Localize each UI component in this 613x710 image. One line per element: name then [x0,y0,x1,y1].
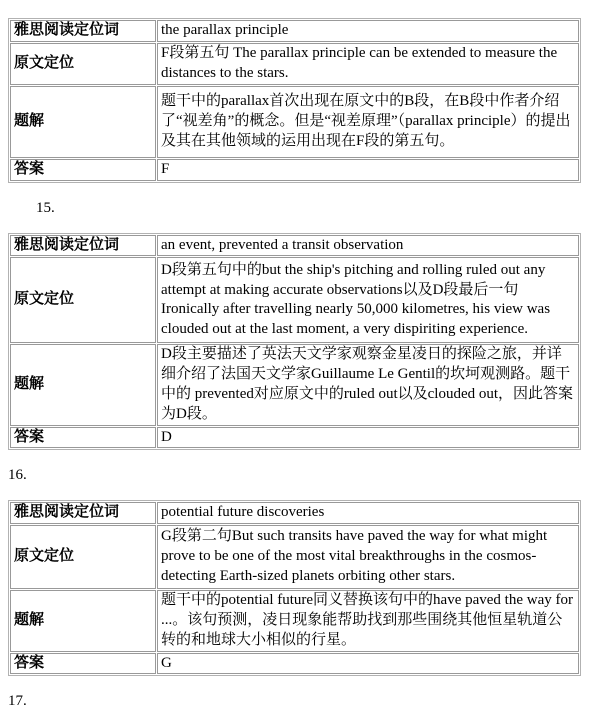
row-label-source-location: 原文定位 [10,257,156,343]
row-label-source-location: 原文定位 [10,43,156,85]
table-row [10,590,579,651]
answer-table-question-15 [8,233,581,451]
table-row [10,653,579,675]
row-value-explanation: D段主要描述了英法天文学家观察金星凌日的探险之旅，并详细介绍了法国天文学家Guillaume Le Gentil的坎坷观测路。题干中的 prevented对应原文中的ruled out以及clouded out，因此答案为D段。 [157,344,579,425]
row-label-answer: 答案 [10,159,156,181]
row-label-answer: 答案 [10,427,156,449]
row-value-locating-words: an event, prevented a transit observation [157,235,579,257]
question-number-15: 15. [36,199,55,216]
table-row [10,427,579,449]
row-label-source-location: 原文定位 [10,525,156,589]
row-value-locating-words: the parallax principle [157,20,579,42]
table-row [10,159,579,181]
question-number-16: 16. [8,467,27,484]
table-row [10,43,579,85]
table-row [10,20,579,42]
row-label-answer: 答案 [10,653,156,675]
row-value-explanation: 题干中的parallax首次出现在原文中的B段，在B段中作者介绍了“视差角”的概念。但是“视差原理”（parallax principle）的提出及其在其他领域的运用出现在F段的第五句。 [157,86,579,158]
table-row [10,525,579,589]
row-label-locating-words: 雅思阅读定位词 [10,235,156,257]
row-value-explanation: 题干中的potential future同义替换该句中的have paved the way for ...。该句预测，凌日现象能帮助找到那些围绕其他恒星轨道公转的和地球大小相似的行星。 [157,590,579,651]
row-value-answer: F [157,159,579,181]
table-row [10,86,579,158]
table-row [10,502,579,524]
table-row [10,344,579,425]
question-number-17: 17. [8,693,27,710]
table-row [10,235,579,257]
answer-table-question-16 [8,500,581,676]
row-value-locating-words: potential future discoveries [157,502,579,524]
row-value-answer: D [157,427,579,449]
row-label-locating-words: 雅思阅读定位词 [10,502,156,524]
table-row [10,257,579,343]
row-value-answer: G [157,653,579,675]
row-label-explanation: 题解 [10,86,156,158]
row-label-locating-words: 雅思阅读定位词 [10,20,156,42]
row-value-source-location: F段第五句 The parallax principle can be extended to measure the distances to the stars. [157,43,579,85]
row-label-explanation: 题解 [10,590,156,651]
row-label-explanation: 题解 [10,344,156,425]
row-value-source-location: G段第二句But such transits have paved the way for what might prove to be one of the most vital breakthroughs in the cosmos-detecting Earth-sized planets orbiting other stars. [157,525,579,589]
row-value-source-location: D段第五句中的but the ship's pitching and rolling ruled out any attempt at making accurate observations以及D段最后一句 Ironically after travelling nearly 50,000 kilometres, his view was clouded out at the last moment, a very dispiriting experience. [157,257,579,343]
answer-table-question-14 [8,18,581,183]
